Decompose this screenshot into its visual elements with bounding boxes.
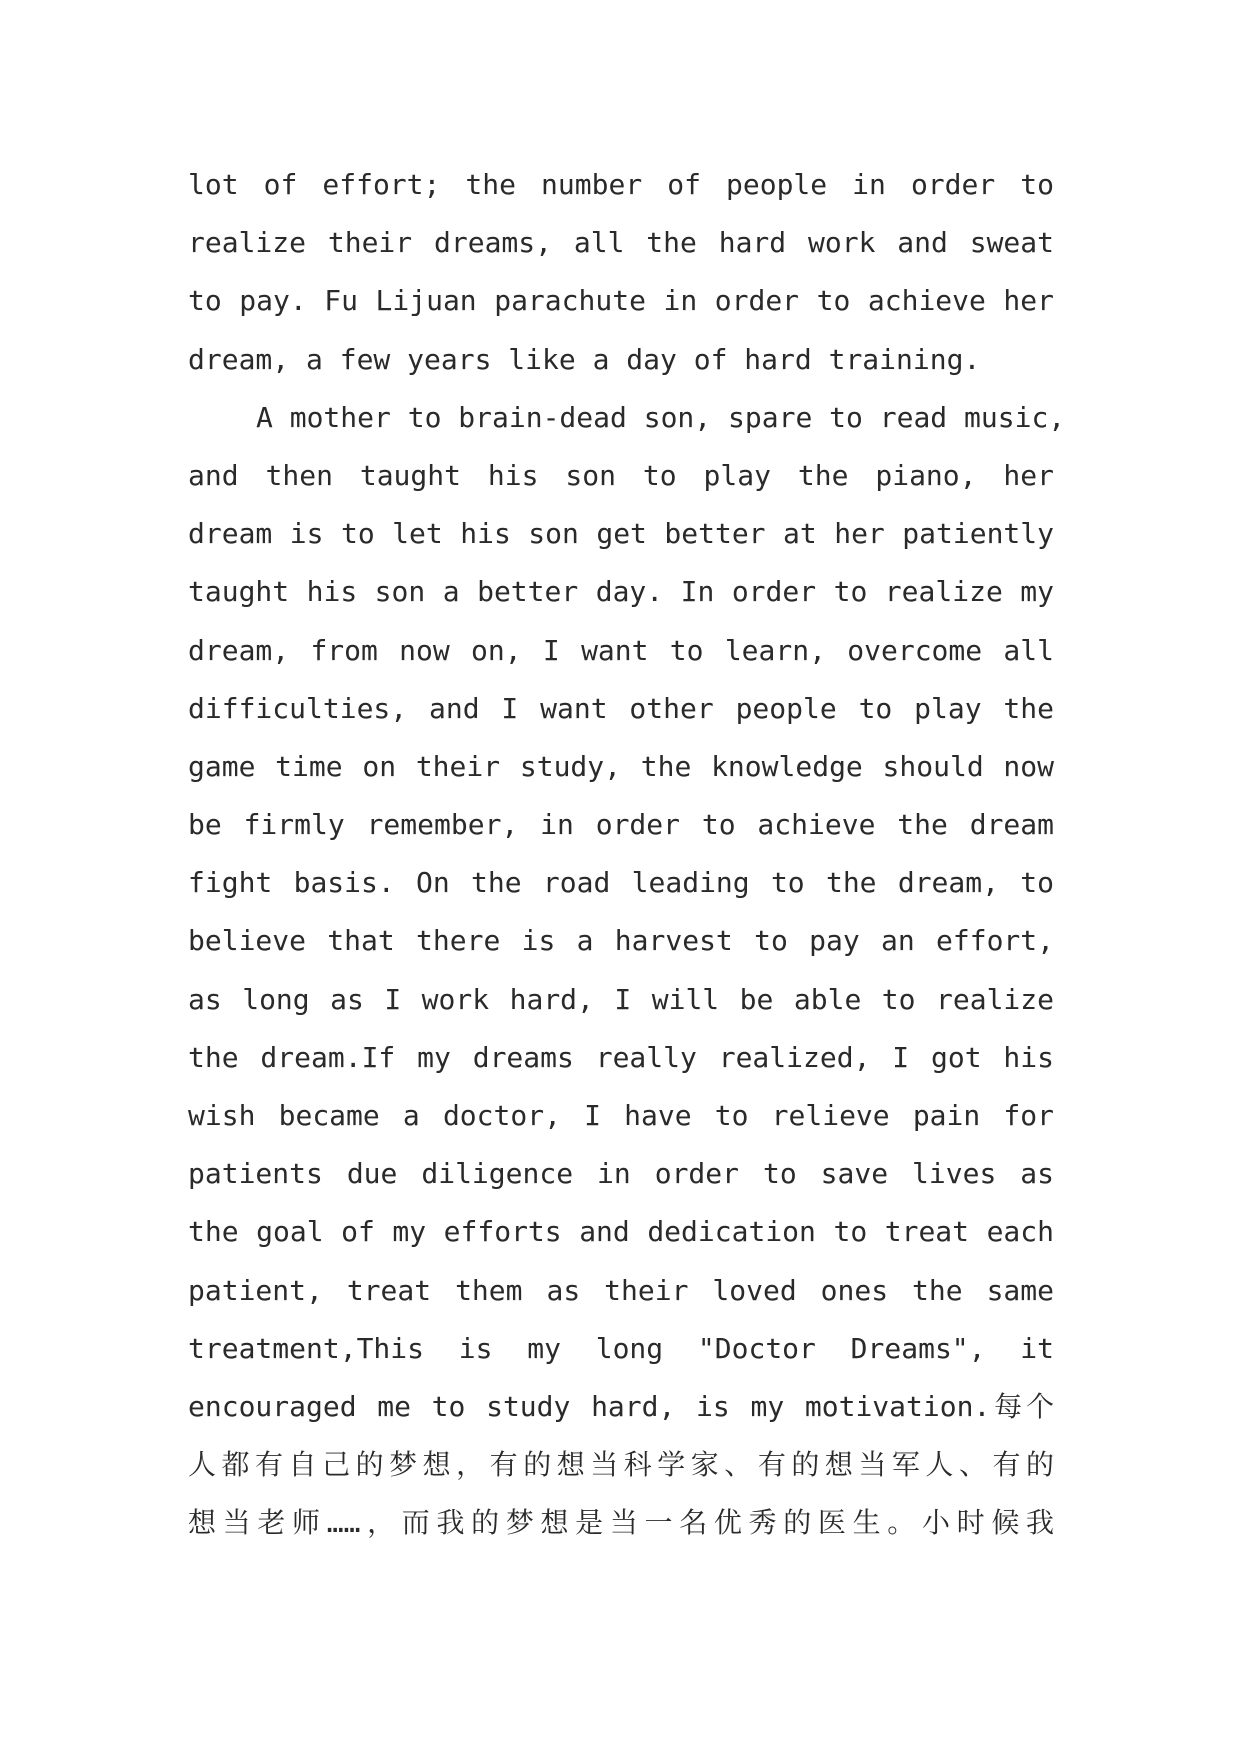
text-line-13: fight basis. On the road leading to the dream, to — [188, 866, 1054, 900]
text-line-24: 想当老师……，而我的梦想是当一名优秀的医生。小时候我 — [188, 1506, 1054, 1540]
text-line-15: as long as I work hard, I will be able to realize — [188, 982, 1054, 1016]
text-line-1: lot of effort; the number of people in order to — [188, 168, 1054, 201]
text-line-11: game time on their study, the knowledge should now — [188, 749, 1054, 783]
text-line-14: believe that there is a harvest to pay an effort, — [188, 924, 1054, 958]
text-line-20: patient, treat them as their loved ones the same — [188, 1273, 1054, 1307]
text-line-17: wish became a doctor, I have to relieve pain for — [188, 1099, 1054, 1132]
text-line-2: realize their dreams, all the hard work and sweat — [188, 226, 1054, 260]
text-line-21: treatment,This is my long "Doctor Dreams", it — [188, 1331, 1054, 1365]
text-line-3: to pay. Fu Lijuan parachute in order to achieve her — [188, 284, 1054, 318]
text-line-23: 人都有自己的梦想，有的想当科学家、有的想当军人、有的 — [188, 1448, 1054, 1482]
text-line-16: the dream.If my dreams really realized, I got his — [188, 1040, 1054, 1074]
text-line-19: the goal of my efforts and dedication to treat each — [188, 1215, 1054, 1249]
text-line-9: dream, from now on, I want to learn, overcome all — [188, 633, 1054, 667]
text-line-7: dream is to let his son get better at her patiently — [188, 517, 1054, 551]
body-text — [188, 156, 1066, 1553]
text-line-18: patients due diligence in order to save lives as — [188, 1157, 1054, 1191]
text-line-8: taught his son a better day. In order to realize my — [188, 575, 1054, 609]
text-line-22: encouraged me to study hard, is my motivation.每个 — [188, 1389, 1054, 1423]
text-line-6: and then taught his son to play the piano, her — [188, 458, 1054, 492]
text-line-4: dream, a few years like a day of hard training. — [188, 342, 981, 376]
text-line-12: be firmly remember, in order to achieve the dream — [188, 808, 1054, 842]
text-line-10: difficulties, and I want other people to play the — [188, 691, 1054, 725]
text-line-5: A mother to brain-dead son, spare to read music, — [256, 400, 1066, 434]
